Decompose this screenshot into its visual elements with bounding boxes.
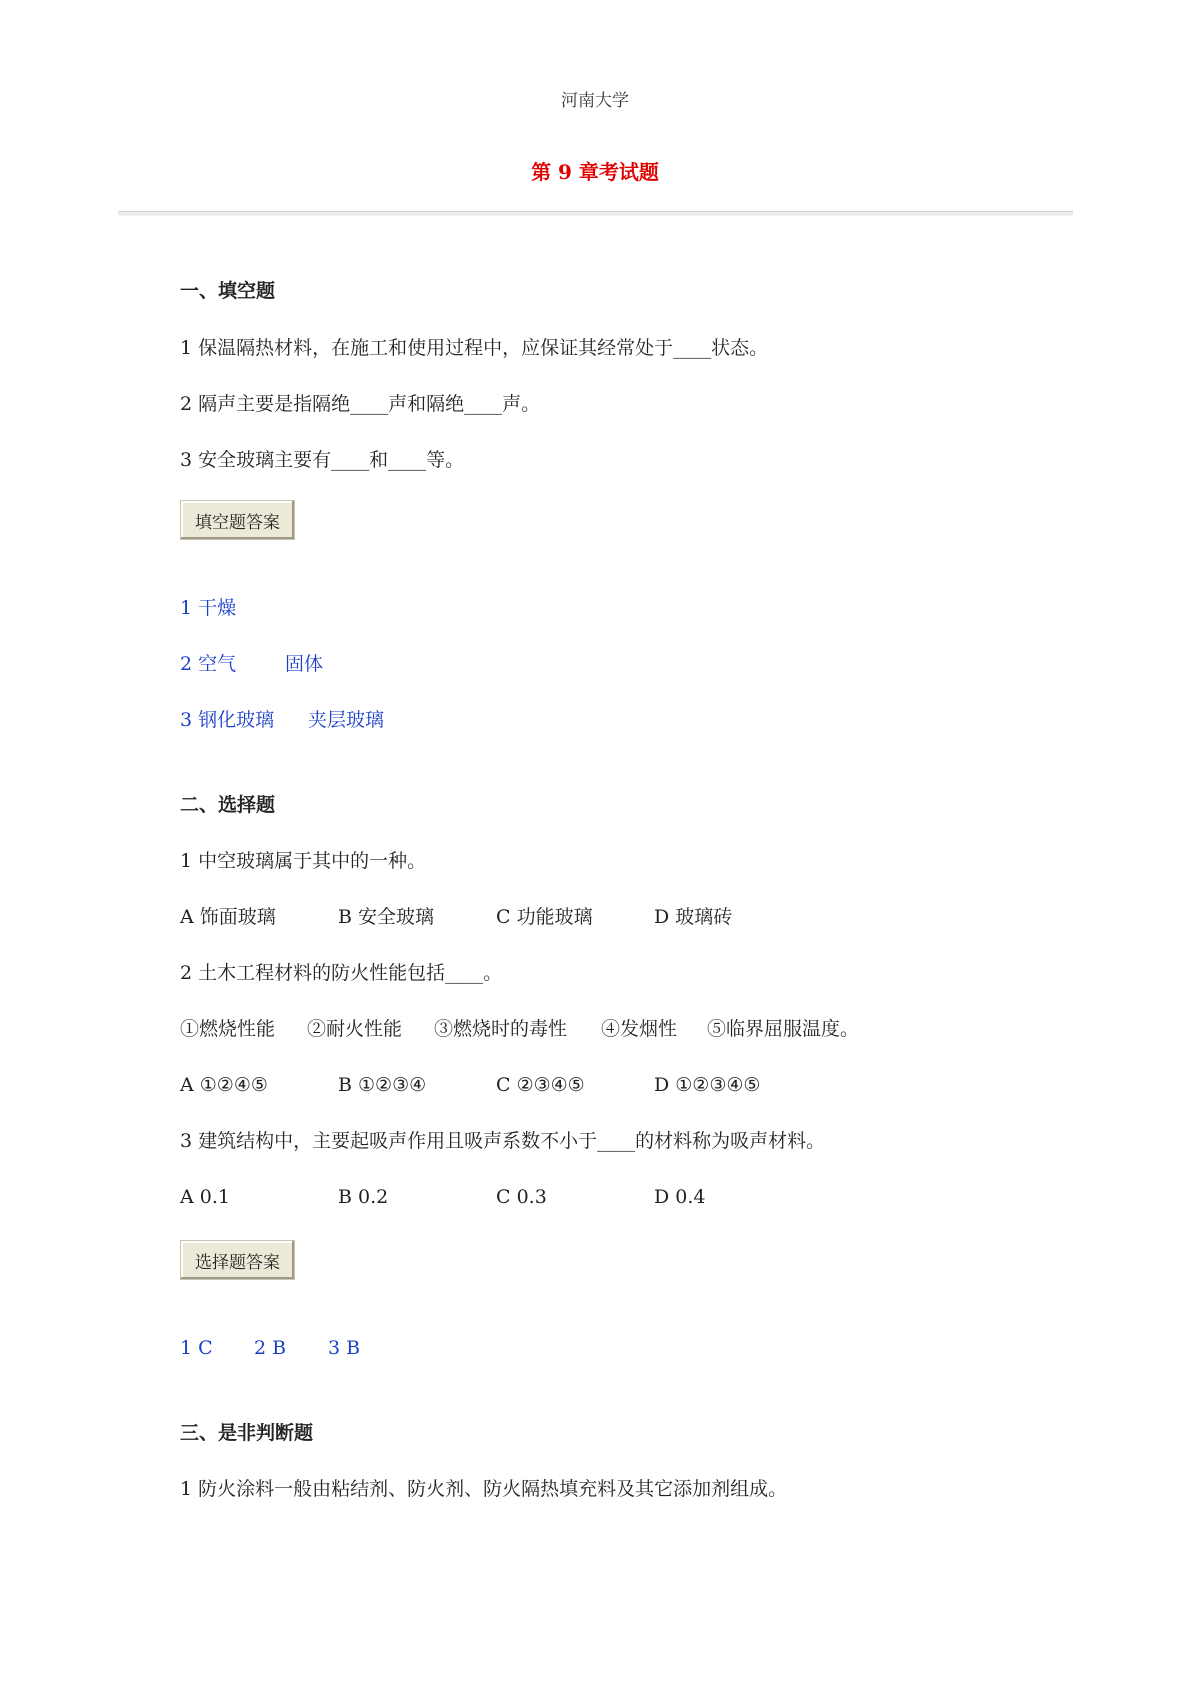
option-b: B 安全玻璃 [338,906,435,928]
option-d: D ①②③④⑤ [654,1074,761,1096]
option-c: C ②③④⑤ [496,1074,585,1096]
fill-answer-3a: 3 钢化玻璃 [180,709,275,731]
divider [118,211,1073,216]
option-a: A ①②④⑤ [180,1074,268,1096]
fill-question-3: 3 安全玻璃主要有____和____等。 [180,449,465,471]
fill-answer-2a: 2 空气 [180,653,237,675]
institution-header: 河南大学 [561,91,629,111]
fill-answer-3b: 夹层玻璃 [308,709,385,731]
choice-question-1: 1 中空玻璃属于其中的一种。 [180,850,427,872]
choice-answer-1: 1 C [180,1337,213,1359]
option-b: B ①②③④ [338,1074,427,1096]
choice-answer-2: 2 B [254,1337,287,1359]
choice-question-2: 2 土木工程材料的防火性能包括____。 [180,962,503,984]
fill-question-1: 1 保温隔热材料，在施工和使用过程中，应保证其经常处于____状态。 [180,337,769,359]
choice-question-3: 3 建筑结构中，主要起吸声作用且吸声系数不小于____的材料称为吸声材料。 [180,1130,826,1152]
fill-answer-2b: 固体 [285,653,324,675]
section-heading-choice: 二、选择题 [180,794,276,816]
fill-answer-button[interactable]: 填空题答案 [180,500,295,540]
item-2: ②耐火性能 [307,1018,403,1040]
item-1: ①燃烧性能 [180,1018,276,1040]
option-d: D 0.4 [654,1186,706,1208]
option-c: C 0.3 [496,1186,547,1208]
option-b: B 0.2 [338,1186,389,1208]
section-heading-fill-blank: 一、填空题 [180,280,276,302]
tf-question-1: 1 防火涂料一般由粘结剂、防火剂、防火隔热填充料及其它添加剂组成。 [180,1478,788,1500]
option-d: D 玻璃砖 [654,906,733,928]
item-5: ⑤临界屈服温度。 [707,1018,860,1040]
fill-question-2: 2 隔声主要是指隔绝____声和隔绝____声。 [180,393,541,415]
choice-answer-3: 3 B [328,1337,361,1359]
choice-answer-button[interactable]: 选择题答案 [180,1240,295,1280]
page-title: 第 9 章考试题 [531,160,659,184]
option-a: A 0.1 [180,1186,230,1208]
fill-answer-1: 1 干燥 [180,597,237,619]
option-a: A 饰面玻璃 [180,906,276,928]
item-4: ④发烟性 [601,1018,678,1040]
item-3: ③燃烧时的毒性 [434,1018,568,1040]
option-c: C 功能玻璃 [496,906,593,928]
section-heading-true-false: 三、是非判断题 [180,1422,314,1444]
